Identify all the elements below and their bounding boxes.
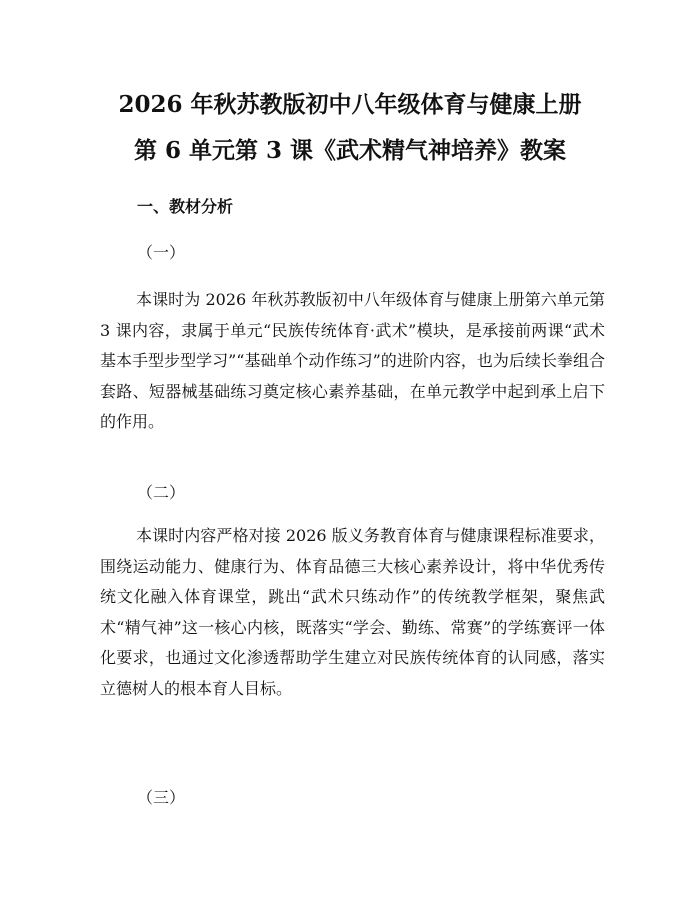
document-title-line-1: 2026 年秋苏教版初中八年级体育与健康上册 — [118, 91, 582, 118]
paragraph-1: 本课时为 2026 年秋苏教版初中八年级体育与健康上册第六单元第 3 课内容，隶属于单元“民族传统体育·武术”模块，是承接前两课“武术基本手型步型学习”“基础单个动作练习”的进阶内容，也为后续长拳组合套路、短器械基础练习奠定核心素养基础，在单元教学中起到承上启下的作用。 — [100, 290, 605, 431]
subsection-label-2: （二） — [137, 483, 186, 502]
subsection-label-1: （一） — [137, 243, 186, 262]
paragraph-2: 本课时内容严格对接 2026 版义务教育体育与健康课程标准要求，围绕运动能力、健康行为、体育品德三大核心素养设计，将中华优秀传统文化融入体育课堂，跳出“武术只练动作”的传统教学框架，聚焦武术“精气神”这一核心内核，既落实“学会、勤练、常赛”的学练赛评一体化要求，也通过文化渗透帮助学生建立对民族传统体育的认同感，落实立德树人的根本育人目标。 — [100, 526, 605, 698]
section-heading-textbook-analysis: 一、教材分析 — [137, 197, 234, 216]
document-title-line-2: 第 6 单元第 3 课《武术精气神培养》教案 — [133, 137, 567, 164]
subsection-label-3: （三） — [137, 788, 186, 807]
